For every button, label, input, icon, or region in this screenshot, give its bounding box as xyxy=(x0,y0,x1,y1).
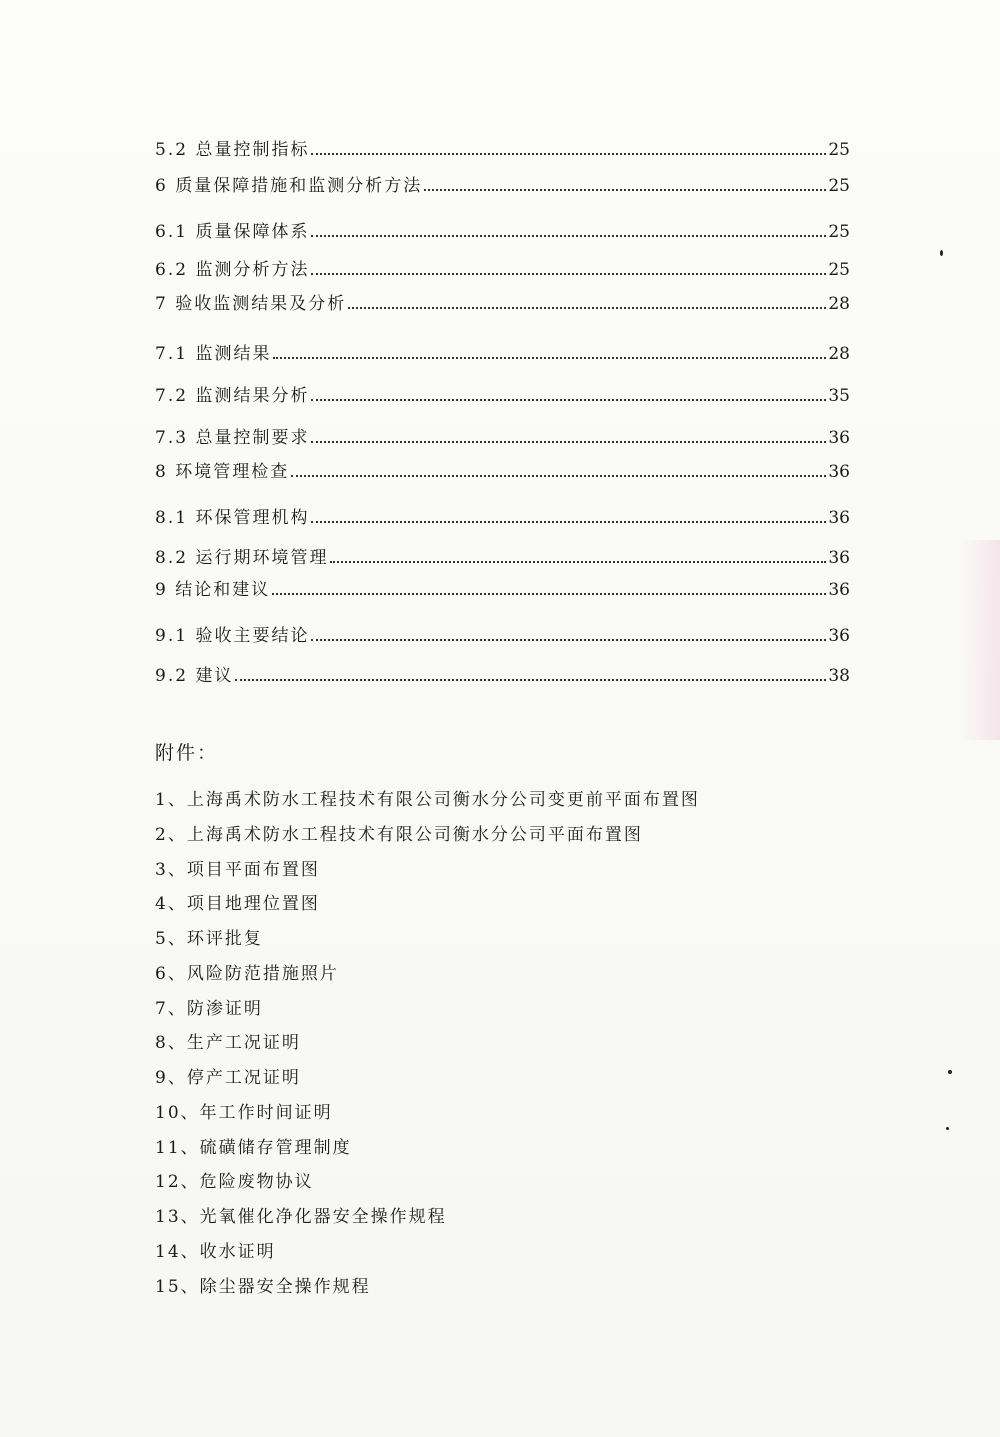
toc-entry xyxy=(155,418,850,448)
toc-number: 8 xyxy=(155,462,168,482)
toc-page-number: 36 xyxy=(828,626,850,646)
toc-leader xyxy=(311,440,826,443)
attachment-item: 8、生产工况证明 xyxy=(155,1033,301,1053)
toc-entry xyxy=(155,130,850,160)
scan-speck xyxy=(948,1070,952,1074)
toc-number: 9.1 xyxy=(155,626,189,646)
toc-title: 环保管理机构 xyxy=(195,508,310,528)
toc-title: 总量控制要求 xyxy=(195,428,310,448)
toc-title: 验收主要结论 xyxy=(195,626,310,646)
toc-entry xyxy=(155,284,850,314)
toc-leader xyxy=(291,474,826,477)
toc-number: 6.2 xyxy=(155,260,189,280)
toc-number: 7.3 xyxy=(155,428,189,448)
toc-number: 9.2 xyxy=(155,666,189,686)
toc-entry xyxy=(155,334,850,364)
toc-title: 监测结果分析 xyxy=(195,386,310,406)
toc-entry xyxy=(155,166,850,196)
toc-title: 监测分析方法 xyxy=(195,260,310,280)
toc-page-number: 36 xyxy=(828,548,850,568)
attachment-item: 7、防渗证明 xyxy=(155,999,263,1019)
toc-page-number: 28 xyxy=(828,344,850,364)
toc-page-number: 36 xyxy=(828,462,850,482)
toc-page-number: 36 xyxy=(828,508,850,528)
toc-page-number: 36 xyxy=(828,428,850,448)
toc-number: 6 xyxy=(155,176,168,196)
attachment-item: 10、年工作时间证明 xyxy=(155,1103,333,1123)
toc-page-number: 36 xyxy=(828,580,850,600)
attachment-item: 2、上海禹术防水工程技术有限公司衡水分公司平面布置图 xyxy=(155,825,643,845)
toc-number: 9 xyxy=(155,580,168,600)
toc-title: 建议 xyxy=(195,666,234,686)
toc-title: 环境管理检查 xyxy=(175,462,290,482)
attachment-item: 4、项目地理位置图 xyxy=(155,894,320,914)
toc-leader xyxy=(235,678,826,681)
attachments-heading: 附件： xyxy=(155,742,219,764)
toc-entry xyxy=(155,212,850,242)
toc-number: 8.2 xyxy=(155,548,189,568)
toc-leader xyxy=(311,234,826,237)
toc-entry xyxy=(155,616,850,646)
toc-leader xyxy=(311,398,826,401)
attachment-item: 9、停产工况证明 xyxy=(155,1068,301,1088)
toc-title: 质量保障措施和监测分析方法 xyxy=(175,176,423,196)
toc-title: 监测结果 xyxy=(195,344,272,364)
toc-number: 7.1 xyxy=(155,344,189,364)
toc-page-number: 38 xyxy=(828,666,850,686)
toc-title: 质量保障体系 xyxy=(195,222,310,242)
toc-entry xyxy=(155,538,850,568)
toc-entry xyxy=(155,656,850,686)
toc-leader xyxy=(424,188,826,191)
toc-number: 5.2 xyxy=(155,140,189,160)
toc-page-number: 25 xyxy=(828,140,850,160)
toc-leader xyxy=(311,638,826,641)
toc-entry xyxy=(155,376,850,406)
attachment-item: 5、环评批复 xyxy=(155,929,263,949)
scan-speck xyxy=(946,1127,949,1130)
attachment-item: 12、危险废物协议 xyxy=(155,1172,314,1192)
toc-title: 总量控制指标 xyxy=(195,140,310,160)
attachment-item: 15、除尘器安全操作规程 xyxy=(155,1277,371,1297)
toc-entry xyxy=(155,452,850,482)
attachment-item: 1、上海禹术防水工程技术有限公司衡水分公司变更前平面布置图 xyxy=(155,790,700,810)
toc-leader xyxy=(273,356,826,359)
toc-entry xyxy=(155,570,850,600)
toc-leader xyxy=(330,560,826,563)
scan-speck xyxy=(940,250,943,256)
toc-page-number: 25 xyxy=(828,260,850,280)
toc-leader xyxy=(311,520,826,523)
toc-entry xyxy=(155,498,850,528)
toc-number: 7.2 xyxy=(155,386,189,406)
toc-title: 运行期环境管理 xyxy=(195,548,329,568)
attachment-item: 11、硫磺储存管理制度 xyxy=(155,1138,352,1158)
toc-leader xyxy=(311,272,826,275)
toc-title: 验收监测结果及分析 xyxy=(175,294,347,314)
toc-leader xyxy=(348,306,826,309)
toc-title: 结论和建议 xyxy=(175,580,271,600)
toc-page-number: 28 xyxy=(828,294,850,314)
toc-number: 6.1 xyxy=(155,222,189,242)
attachment-item: 6、风险防范措施照片 xyxy=(155,964,339,984)
attachment-item: 14、收水证明 xyxy=(155,1242,276,1262)
toc-entry xyxy=(155,250,850,280)
attachment-item: 13、光氧催化净化器安全操作规程 xyxy=(155,1207,447,1227)
toc-number: 7 xyxy=(155,294,168,314)
toc-number: 8.1 xyxy=(155,508,189,528)
toc-leader xyxy=(311,152,826,155)
toc-leader xyxy=(272,592,826,595)
toc-page-number: 35 xyxy=(828,386,850,406)
attachment-item: 3、项目平面布置图 xyxy=(155,860,320,880)
toc-page-number: 25 xyxy=(828,176,850,196)
toc-page-number: 25 xyxy=(828,222,850,242)
paper-stain xyxy=(960,540,1000,740)
